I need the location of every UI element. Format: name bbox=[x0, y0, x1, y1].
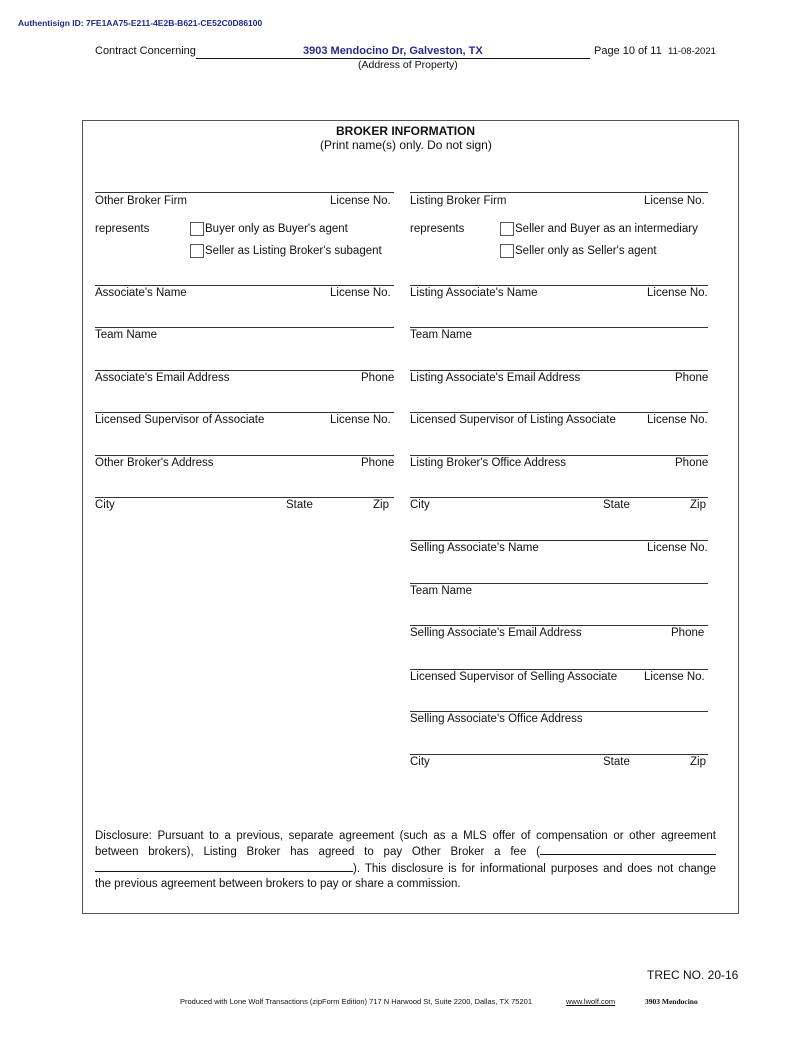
left-city-label: City bbox=[95, 499, 115, 511]
seller-subagent-option: Seller as Listing Broker's subagent bbox=[205, 245, 382, 257]
selling-zip-label: Zip bbox=[690, 756, 706, 768]
left-supervisor-line[interactable] bbox=[95, 412, 394, 413]
broker-info-title: BROKER INFORMATION bbox=[336, 124, 476, 138]
page-number: Page 10 of 11 bbox=[594, 45, 662, 57]
listing-broker-license-label: License No. bbox=[644, 195, 705, 207]
footer-produced: Produced with Lone Wolf Transactions (zipForm Edition) 717 N Harwood St, Suite 2200, Dallas, TX 75201 bbox=[180, 997, 532, 1006]
selling-supervisor-line[interactable] bbox=[410, 669, 708, 670]
left-state-label: State bbox=[286, 499, 313, 511]
seller-agent-option: Seller only as Seller's agent bbox=[515, 245, 657, 257]
left-city-line[interactable] bbox=[95, 497, 394, 498]
listing-email-label: Listing Associate's Email Address bbox=[410, 372, 581, 384]
form-date: 11-08-2021 bbox=[668, 46, 716, 57]
left-zip-label: Zip bbox=[373, 499, 389, 511]
selling-city-label: City bbox=[410, 756, 430, 768]
left-team-name-label: Team Name bbox=[95, 329, 157, 341]
selling-team-name-label: Team Name bbox=[410, 585, 472, 597]
buyer-agent-option: Buyer only as Buyer's agent bbox=[205, 223, 348, 235]
broker-info-box bbox=[82, 120, 739, 914]
other-broker-license-label: License No. bbox=[330, 195, 391, 207]
other-broker-phone-label: Phone bbox=[361, 457, 395, 469]
seller-subagent-checkbox[interactable] bbox=[190, 244, 204, 258]
broker-info-subtitle: (Print name(s) only. Do not sign) bbox=[320, 138, 492, 152]
disclosure-text-start: Disclosure: Pursuant to a previous, separate agreement (such as a MLS offer of compensation or other agreement between brokers), Listing Broker has agreed to pay Other Broker a fee ( bbox=[95, 830, 716, 859]
associate-email-line[interactable] bbox=[95, 370, 394, 371]
listing-associate-license-label: License No. bbox=[647, 287, 708, 299]
associate-name-label: Associate's Name bbox=[95, 287, 187, 299]
right-state-label: State bbox=[603, 499, 630, 511]
disclosure-paragraph bbox=[95, 829, 716, 892]
listing-associate-label: Listing Associate's Name bbox=[410, 287, 538, 299]
selling-city-line[interactable] bbox=[410, 754, 708, 755]
associate-email-label: Associate's Email Address bbox=[95, 372, 230, 384]
right-city-label: City bbox=[410, 499, 430, 511]
selling-email-label: Selling Associate's Email Address bbox=[410, 627, 582, 639]
right-supervisor-line[interactable] bbox=[410, 412, 708, 413]
selling-supervisor-label: Licensed Supervisor of Selling Associate bbox=[410, 671, 618, 683]
listing-associate-line[interactable] bbox=[410, 285, 708, 286]
right-team-name-label: Team Name bbox=[410, 329, 472, 341]
selling-office-line[interactable] bbox=[410, 711, 708, 712]
selling-associate-label: Selling Associate's Name bbox=[410, 542, 539, 554]
right-city-line[interactable] bbox=[410, 497, 708, 498]
trec-number: TREC NO. 20-16 bbox=[647, 968, 739, 982]
left-team-name-line[interactable] bbox=[95, 327, 394, 328]
associate-phone-label: Phone bbox=[361, 372, 395, 384]
selling-phone-label: Phone bbox=[671, 627, 705, 639]
disclosure-text-end: ). This disclosure is for informational purposes and does not change the previous agreement between brokers to pay or share a commission. bbox=[95, 862, 716, 890]
contract-concerning-label: Contract Concerning bbox=[95, 45, 196, 57]
intermediary-option: Seller and Buyer as an intermediary bbox=[515, 223, 698, 235]
selling-associate-line[interactable] bbox=[410, 540, 708, 541]
footer-file-name: 3903 Mendocino bbox=[645, 997, 698, 1006]
listing-broker-firm-line[interactable] bbox=[410, 192, 708, 193]
selling-office-label: Selling Associate's Office Address bbox=[410, 713, 583, 725]
property-address: 3903 Mendocino Dr, Galveston, TX bbox=[303, 45, 483, 57]
intermediary-checkbox[interactable] bbox=[500, 222, 514, 236]
selling-state-label: State bbox=[603, 756, 630, 768]
right-supervisor-label: Licensed Supervisor of Listing Associate bbox=[410, 414, 616, 426]
lwolf-link[interactable]: www.lwolf.com bbox=[566, 997, 616, 1006]
fee-blank-continued[interactable] bbox=[95, 861, 353, 872]
fee-blank[interactable] bbox=[540, 844, 716, 855]
listing-office-address-label: Listing Broker's Office Address bbox=[410, 457, 567, 469]
property-caption: (Address of Property) bbox=[358, 59, 458, 71]
listing-office-address-line[interactable] bbox=[410, 455, 708, 456]
buyer-agent-checkbox[interactable] bbox=[190, 222, 204, 236]
selling-email-line[interactable] bbox=[410, 625, 708, 626]
seller-agent-checkbox[interactable] bbox=[500, 244, 514, 258]
listing-broker-firm-label: Listing Broker Firm bbox=[410, 195, 507, 207]
other-broker-address-label: Other Broker's Address bbox=[95, 457, 214, 469]
selling-team-name-line[interactable] bbox=[410, 583, 708, 584]
associate-name-line[interactable] bbox=[95, 285, 394, 286]
associate-license-label: License No. bbox=[330, 287, 391, 299]
other-broker-address-line[interactable] bbox=[95, 455, 394, 456]
left-supervisor-license-label: License No. bbox=[330, 414, 391, 426]
right-team-name-line[interactable] bbox=[410, 327, 708, 328]
selling-associate-license-label: License No. bbox=[647, 542, 708, 554]
other-broker-firm-line[interactable] bbox=[95, 192, 394, 193]
other-broker-firm-label: Other Broker Firm bbox=[95, 195, 188, 207]
listing-email-line[interactable] bbox=[410, 370, 708, 371]
listing-office-phone-label: Phone bbox=[675, 457, 709, 469]
listing-phone-label: Phone bbox=[675, 372, 709, 384]
right-zip-label: Zip bbox=[690, 499, 706, 511]
footer-link[interactable] bbox=[566, 997, 615, 1006]
right-supervisor-license-label: License No. bbox=[647, 414, 708, 426]
authentisign-id: Authentisign ID: 7FE1AA75-E211-4E2B-B621-CE52C0D86100 bbox=[18, 18, 263, 28]
right-represents-label: represents bbox=[410, 223, 465, 235]
left-represents-label: represents bbox=[95, 223, 150, 235]
selling-supervisor-license-label: License No. bbox=[644, 671, 705, 683]
left-supervisor-label: Licensed Supervisor of Associate bbox=[95, 414, 265, 426]
